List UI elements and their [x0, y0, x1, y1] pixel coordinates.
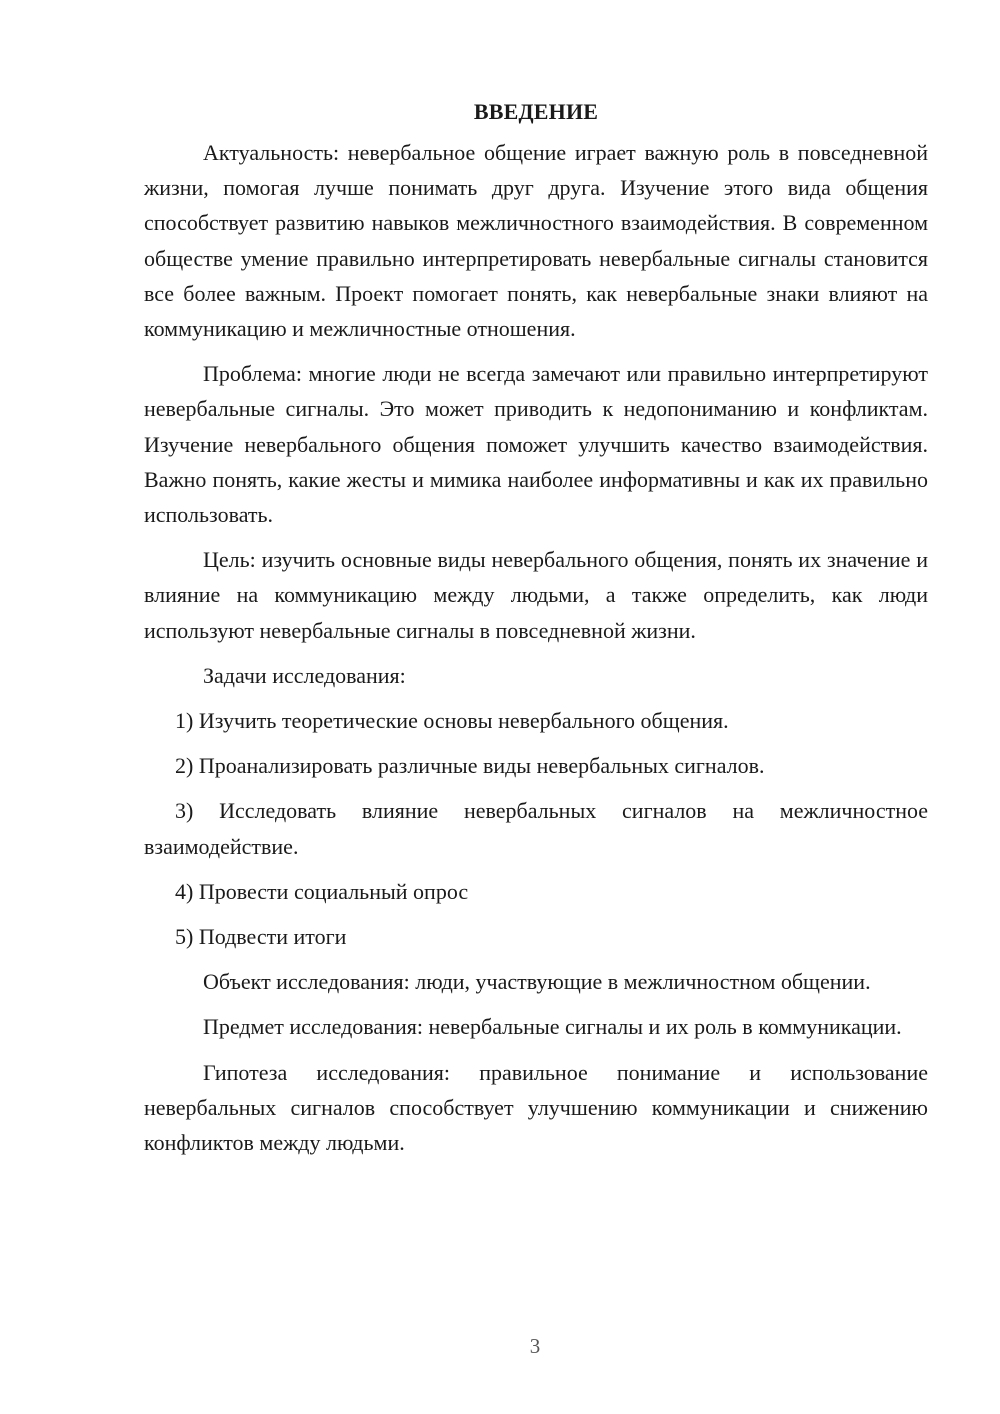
- task-item-5: 5) Подвести итоги: [175, 924, 347, 950]
- task-item-3: 3) Исследовать влияние невербальных сигналов на межличностное взаимодействие.: [144, 798, 928, 859]
- task-item-1: 1) Изучить теоретические основы невербального общения.: [175, 708, 729, 734]
- hypothesis-paragraph: Гипотеза исследования: правильное понимание и использование невербальных сигналов способствует улучшению коммуникации и снижению конфликтов между людьми.: [144, 1059, 928, 1156]
- section-title: ВВЕДЕНИЕ: [473, 99, 599, 124]
- page-number: 3: [529, 1334, 541, 1358]
- goal-paragraph: Цель: изучить основные виды невербального общения, понять их значение и влияние на коммуникацию между людьми, а также определить, как люди используют невербальные сигналы в повседневной жизни.: [144, 547, 928, 643]
- document-body: [144, 94, 928, 1170]
- relevance-paragraph: Актуальность: невербальное общение играет важную роль в повседневной жизни, помогая лучше понимать друг друга. Изучение этого вида общения способствует развитию навыков межличностного взаимодействия. В современном обществе умение правильно интерпретировать невербальные сигналы становится все более важным. Проект помогает понять, как невербальные знаки влияют на коммуникацию и межличностные отношения.: [144, 140, 928, 342]
- task-item-2: 2) Проанализировать различные виды невербальных сигналов.: [175, 753, 765, 779]
- task-item-4: 4) Провести социальный опрос: [175, 878, 469, 904]
- tasks-heading: Задачи исследования:: [203, 662, 406, 688]
- object-paragraph: Объект исследования: люди, участвующие в межличностном общении.: [203, 969, 871, 995]
- page-number-footer: [0, 1333, 1000, 1359]
- problem-paragraph: Проблема: многие люди не всегда замечают или правильно интерпретируют невербальные сигналы. Это может приводить к недопониманию и конфликтам. Изучение невербального общения поможет улучшить качество взаимодействия. Важно понять, какие жесты и мимика наиболее информативны и как их правильно использовать.: [144, 361, 928, 528]
- subject-paragraph: Предмет исследования: невербальные сигналы и их роль в коммуникации.: [203, 1014, 902, 1040]
